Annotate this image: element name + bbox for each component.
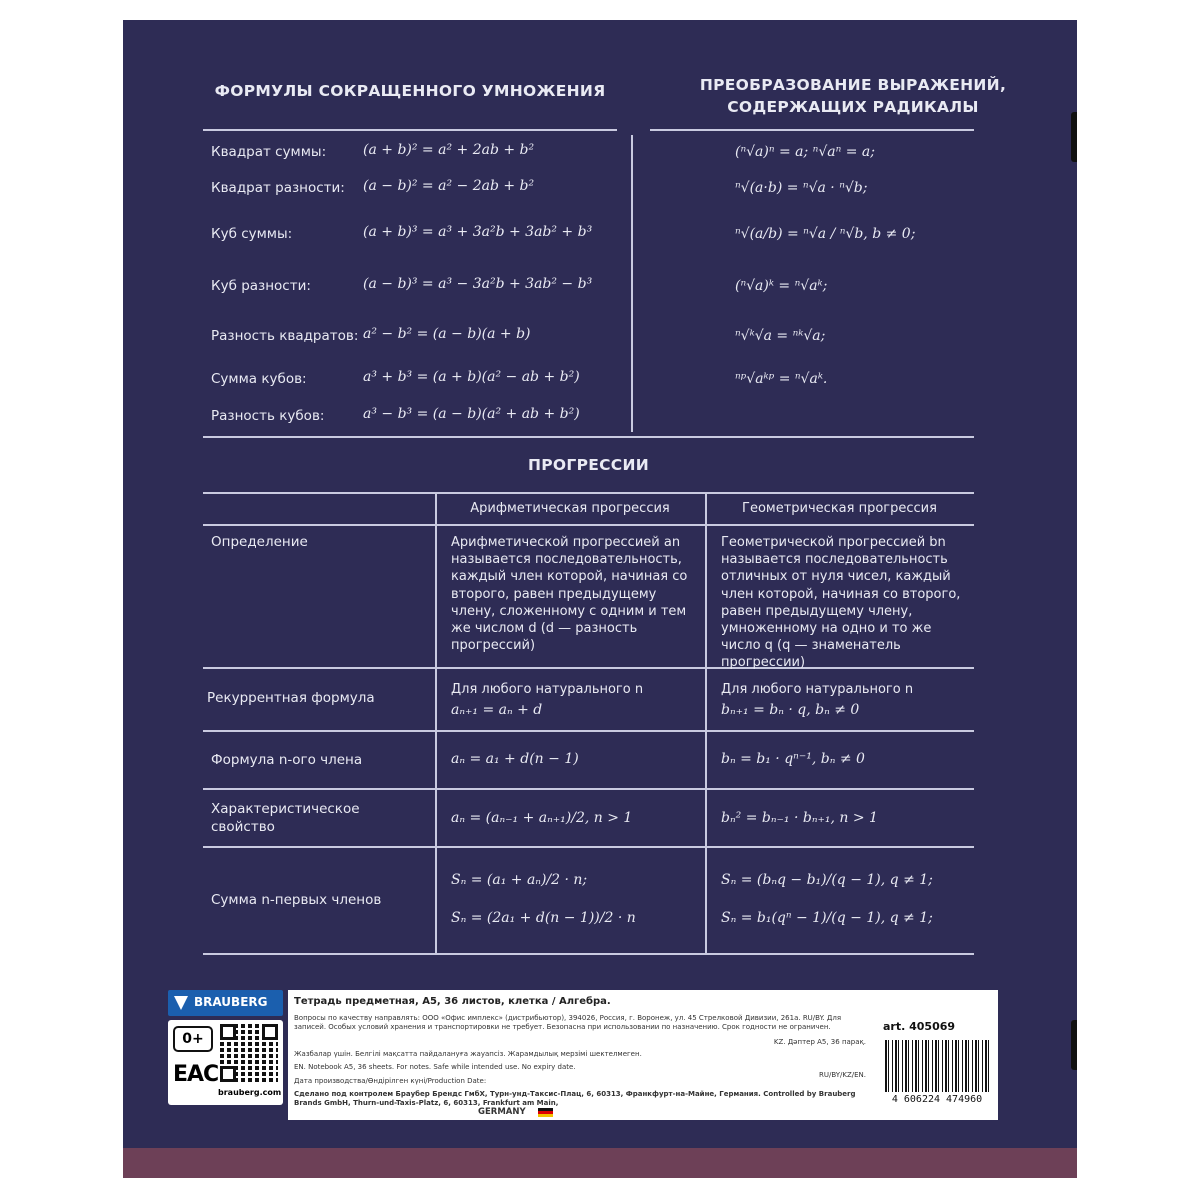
kz-info: KZ. Дәптер А5, 36 парақ. bbox=[773, 1038, 866, 1046]
formula-label: Сумма кубов: bbox=[211, 371, 307, 387]
divider bbox=[203, 436, 974, 438]
recurrence-arithmetic: aₙ₊₁ = aₙ + d bbox=[451, 702, 543, 718]
divider bbox=[203, 524, 974, 526]
radical-formula: (ⁿ√a)ⁿ = a; ⁿ√aⁿ = a; bbox=[735, 144, 875, 160]
production-date: Дата производства/Өндірілген күні/Production Date: bbox=[294, 1077, 487, 1085]
definition-arithmetic: Арифметической прогрессией an называется последовательность, каждый член которой, начиная со второго, равен предыдущему члену, сложенному с одним и тем же числом d (d — разность прогрессий) bbox=[451, 535, 688, 654]
divider bbox=[203, 730, 974, 732]
country-codes: RU/BY/KZ/EN. bbox=[818, 1071, 866, 1079]
divider bbox=[435, 492, 437, 953]
row-label: Определение bbox=[211, 534, 308, 550]
formula-expr: a³ + b³ = (a + b)(a² − ab + b²) bbox=[363, 369, 580, 385]
heading-radicals-line2: СОДЕРЖАЩИХ РАДИКАЛЫ bbox=[727, 98, 979, 116]
notebook-back-cover bbox=[123, 20, 1077, 1178]
divider bbox=[203, 492, 974, 494]
brand-name: BRAUBERG bbox=[194, 995, 268, 1009]
age-rating: 0+ bbox=[173, 1026, 213, 1052]
property-arithmetic: aₙ = (aₙ₋₁ + aₙ₊₁)/2, n > 1 bbox=[451, 810, 633, 826]
recurrence-geometric: bₙ₊₁ = bₙ · q, bₙ ≠ 0 bbox=[721, 702, 860, 718]
website: brauberg.com bbox=[218, 1088, 282, 1097]
row-label: Сумма n-первых членов bbox=[211, 892, 382, 908]
divider bbox=[203, 129, 617, 131]
formula-expr: (a − b)³ = a³ − 3a²b + 3ab² − b³ bbox=[363, 276, 593, 292]
formula-label: Разность квадратов: bbox=[211, 328, 359, 344]
column-header-geometric: Геометрическая прогрессия bbox=[742, 501, 937, 516]
property-geometric: bₙ² = bₙ₋₁ · bₙ₊₁, n > 1 bbox=[721, 810, 878, 826]
sum-geometric-2: Sₙ = b₁(qⁿ − 1)/(q − 1), q ≠ 1; bbox=[721, 910, 933, 926]
divider bbox=[203, 846, 974, 848]
cover-bottom-strip bbox=[123, 1148, 1077, 1178]
formula-label: Куб разности: bbox=[211, 278, 311, 294]
eac-mark: EAC bbox=[173, 1062, 219, 1087]
row-label: Формула n-ого члена bbox=[211, 752, 363, 768]
brand-logo-icon bbox=[174, 996, 188, 1010]
spiral-tab bbox=[1071, 112, 1077, 162]
radical-formula: ⁿ√(a/b) = ⁿ√a / ⁿ√b, b ≠ 0; bbox=[735, 226, 916, 242]
radical-formula: ⁿ√ᵏ√a = ⁿᵏ√a; bbox=[735, 328, 826, 344]
formula-label: Разность кубов: bbox=[211, 408, 325, 424]
nth-term-arithmetic: aₙ = a₁ + d(n − 1) bbox=[451, 751, 579, 767]
barcode bbox=[885, 1040, 989, 1092]
formula-label: Куб суммы: bbox=[211, 226, 293, 242]
heading-progressions: ПРОГРЕССИИ bbox=[527, 456, 650, 474]
barcode-number: 4 606224 474960 bbox=[891, 1094, 983, 1105]
formula-label: Квадрат суммы: bbox=[211, 144, 327, 160]
divider bbox=[203, 953, 974, 955]
kz-line: Жазбалар үшін. Белгілі мақсатта пайдалануға жауапсіз. Жарамдылық мерзімі шектелмеген. bbox=[294, 1050, 642, 1058]
formula-expr: (a + b)³ = a³ + 3a²b + 3ab² + b³ bbox=[363, 224, 593, 240]
formula-expr: a³ − b³ = (a − b)(a² + ab + b²) bbox=[363, 406, 580, 422]
barcode-block bbox=[881, 1020, 993, 1110]
column-header-arithmetic: Арифметическая прогрессия bbox=[470, 501, 670, 516]
product-title: Тетрадь предметная, А5, 36 листов, клетка / Алгебра. bbox=[294, 996, 611, 1007]
spiral-tab bbox=[1071, 1020, 1077, 1070]
row-label: Характеристическое свойство bbox=[211, 801, 360, 835]
heading-radicals-line1: ПРЕОБРАЗОВАНИЕ ВЫРАЖЕНИЙ, bbox=[699, 76, 1007, 94]
radical-formula: ⁿᵖ√aᵏᵖ = ⁿ√aᵏ. bbox=[735, 371, 828, 387]
nth-term-geometric: bₙ = b₁ · qⁿ⁻¹, bₙ ≠ 0 bbox=[721, 751, 865, 767]
country: GERMANY bbox=[478, 1107, 526, 1117]
quality-info: Вопросы по качеству направлять: ООО «Офис имплекс» (дистрибьютор), 394026, Россия, г. Воронеж, ул. 45 Стрелковой Дивизии, 261а. RU/BY. Для записей. Особых условий хранения и транспортировки не требует. Безопасна при использовании по назначению. Срок годности не ограничен. bbox=[294, 1014, 842, 1031]
divider bbox=[705, 492, 707, 953]
brand-logo bbox=[168, 990, 283, 1016]
divider bbox=[650, 129, 974, 131]
formula-expr: a² − b² = (a − b)(a + b) bbox=[363, 326, 531, 342]
certification-box bbox=[168, 1020, 283, 1105]
definition-geometric: Геометрической прогрессией bn называется последовательность отличных от нуля чисел, каждый член которой, начиная со второго, равен предыдущему члену, умноженному на одно и то же число q (q — знаменатель прогрессии) bbox=[721, 535, 961, 671]
qr-code bbox=[220, 1024, 278, 1082]
article-number: art. 405069 bbox=[883, 1020, 956, 1033]
germany-flag-icon bbox=[538, 1108, 553, 1117]
en-info: EN. Notebook A5, 36 sheets. For notes. Safe while intended use. No expiry date. bbox=[294, 1063, 576, 1071]
formula-expr: (a − b)² = a² − 2ab + b² bbox=[363, 178, 535, 194]
recurrence-arithmetic-note: Для любого натурального n bbox=[451, 682, 644, 697]
radical-formula: ⁿ√(a·b) = ⁿ√a · ⁿ√b; bbox=[735, 180, 868, 196]
divider bbox=[631, 135, 633, 432]
divider bbox=[203, 788, 974, 790]
formula-expr: (a + b)² = a² + 2ab + b² bbox=[363, 142, 535, 158]
label-info-box bbox=[288, 990, 998, 1120]
recurrence-geometric-note: Для любого натурального n bbox=[721, 682, 914, 697]
radical-formula: (ⁿ√a)ᵏ = ⁿ√aᵏ; bbox=[735, 278, 828, 294]
sum-arithmetic-1: Sₙ = (a₁ + aₙ)/2 · n; bbox=[451, 872, 588, 888]
sum-geometric-1: Sₙ = (bₙq − b₁)/(q − 1), q ≠ 1; bbox=[721, 872, 933, 888]
manufacturer: Сделано под контролем Браубер Брендс ГмбХ, Турн-унд-Таксис-Плац, 6, 60313, Франкфурт-на-Майне, Германия. Controlled by Brauberg Brands GmbH, Thurn-und-Taxis-Platz, 6, 60313, Frankfurt am Main, bbox=[294, 1090, 856, 1107]
row-label: Рекуррентная формула bbox=[207, 690, 375, 706]
formula-label: Квадрат разности: bbox=[211, 180, 345, 196]
heading-abridged-multiplication: ФОРМУЛЫ СОКРАЩЕННОГО УМНОЖЕНИЯ bbox=[214, 82, 606, 100]
sum-arithmetic-2: Sₙ = (2a₁ + d(n − 1))/2 · n bbox=[451, 910, 636, 926]
